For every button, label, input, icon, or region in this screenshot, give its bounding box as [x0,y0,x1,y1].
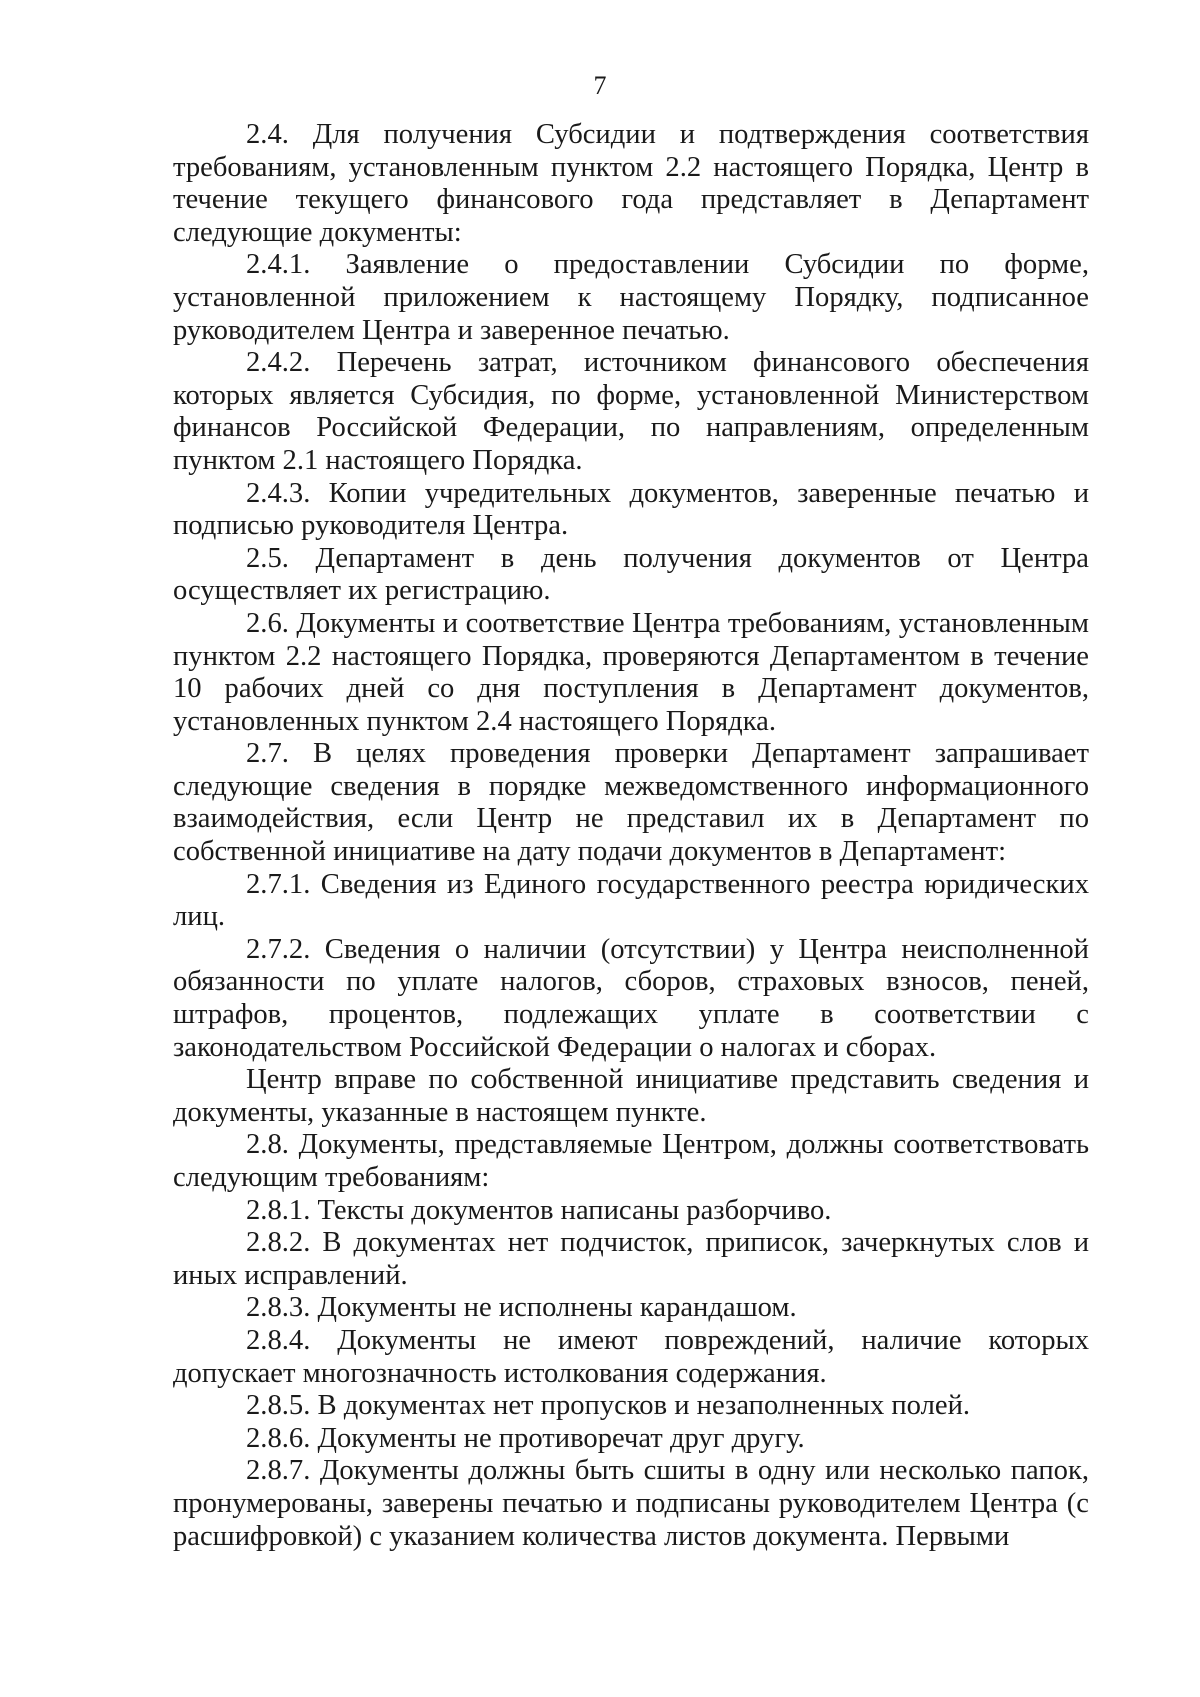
paragraph-2-8: 2.8. Документы, представляемые Центром, должны соответствовать следующим требованиям: [173,1129,1089,1193]
paragraph-2-6: 2.6. Документы и соответствие Центра требованиям, установленным пунктом 2.2 настоящего Порядка, проверяются Департаментом в течение 10 рабочих дней со дня поступления в Департамент документов, установленных пунктом 2.4 настоящего Порядка. [173,607,1089,737]
paragraph-2-8-6: 2.8.6. Документы не противоречат друг другу. [246,1422,805,1454]
paragraph-2-8-7: 2.8.7. Документы должны быть сшиты в одну или несколько папок, пронумерованы, заверены печатью и подписаны руководителем Центра (с расшифровкой) с указанием количества листов документа. Первыми [173,1455,1089,1552]
paragraph-2-7: 2.7. В целях проведения проверки Департамент запрашивает следующие сведения в порядке межведомственного информационного взаимодействия, если Центр не представил их в Департамент по собственной инициативе на дату подачи документов в Департамент: [173,738,1089,868]
paragraph-2-5: 2.5. Департамент в день получения документов от Центра осуществляет их регистрацию. [173,542,1089,607]
paragraph-2-4-1: 2.4.1. Заявление о предоставлении Субсидии по форме, установленной приложением к настоящему Порядку, подписанное руководителем Центра и заверенное печатью. [173,249,1089,346]
paragraph-2-7-2: 2.7.2. Сведения о наличии (отсутствии) у Центра неисполненной обязанности по уплате налогов, сборов, страховых взносов, пеней, штрафов, процентов, подлежащих уплате в соответствии с законодательством Российской Федерации о налогах и сборах. [173,933,1089,1063]
paragraph-2-4-2: 2.4.2. Перечень затрат, источником финансового обеспечения которых является Субсидия, по форме, установленной Министерством финансов Российской Федерации, по направлениям, определенным пунктом 2.1 настоящего Порядка. [173,347,1089,476]
document-body [173,119,1089,1553]
paragraph-2-7-1: 2.7.1. Сведения из Единого государственного реестра юридических лиц. [173,868,1089,933]
paragraph-2-8-4: 2.8.4. Документы не имеют повреждений, наличие которых допускает многозначность истолкования содержания. [173,1324,1089,1389]
paragraph-2-8-5: 2.8.5. В документах нет пропусков и незаполненных полей. [246,1390,971,1422]
paragraph-2-4-3: 2.4.3. Копии учредительных документов, заверенные печатью и подписью руководителя Центра. [173,477,1089,542]
paragraph-2-8-2: 2.8.2. В документах нет подчисток, приписок, зачеркнутых слов и иных исправлений. [173,1227,1089,1291]
paragraph-2-8-3: 2.8.3. Документы не исполнены карандашом. [246,1292,797,1324]
paragraph-center-right: Центр вправе по собственной инициативе представить сведения и документы, указанные в настоящем пункте. [173,1064,1089,1128]
page-number: 7 [593,71,607,100]
paragraph-2-4: 2.4. Для получения Субсидии и подтверждения соответствия требованиям, установленным пунктом 2.2 настоящего Порядка, Центр в течение текущего финансового года представляет в Департамент следующие документы: [173,119,1089,248]
paragraph-2-8-1: 2.8.1. Тексты документов написаны разборчиво. [246,1194,832,1226]
